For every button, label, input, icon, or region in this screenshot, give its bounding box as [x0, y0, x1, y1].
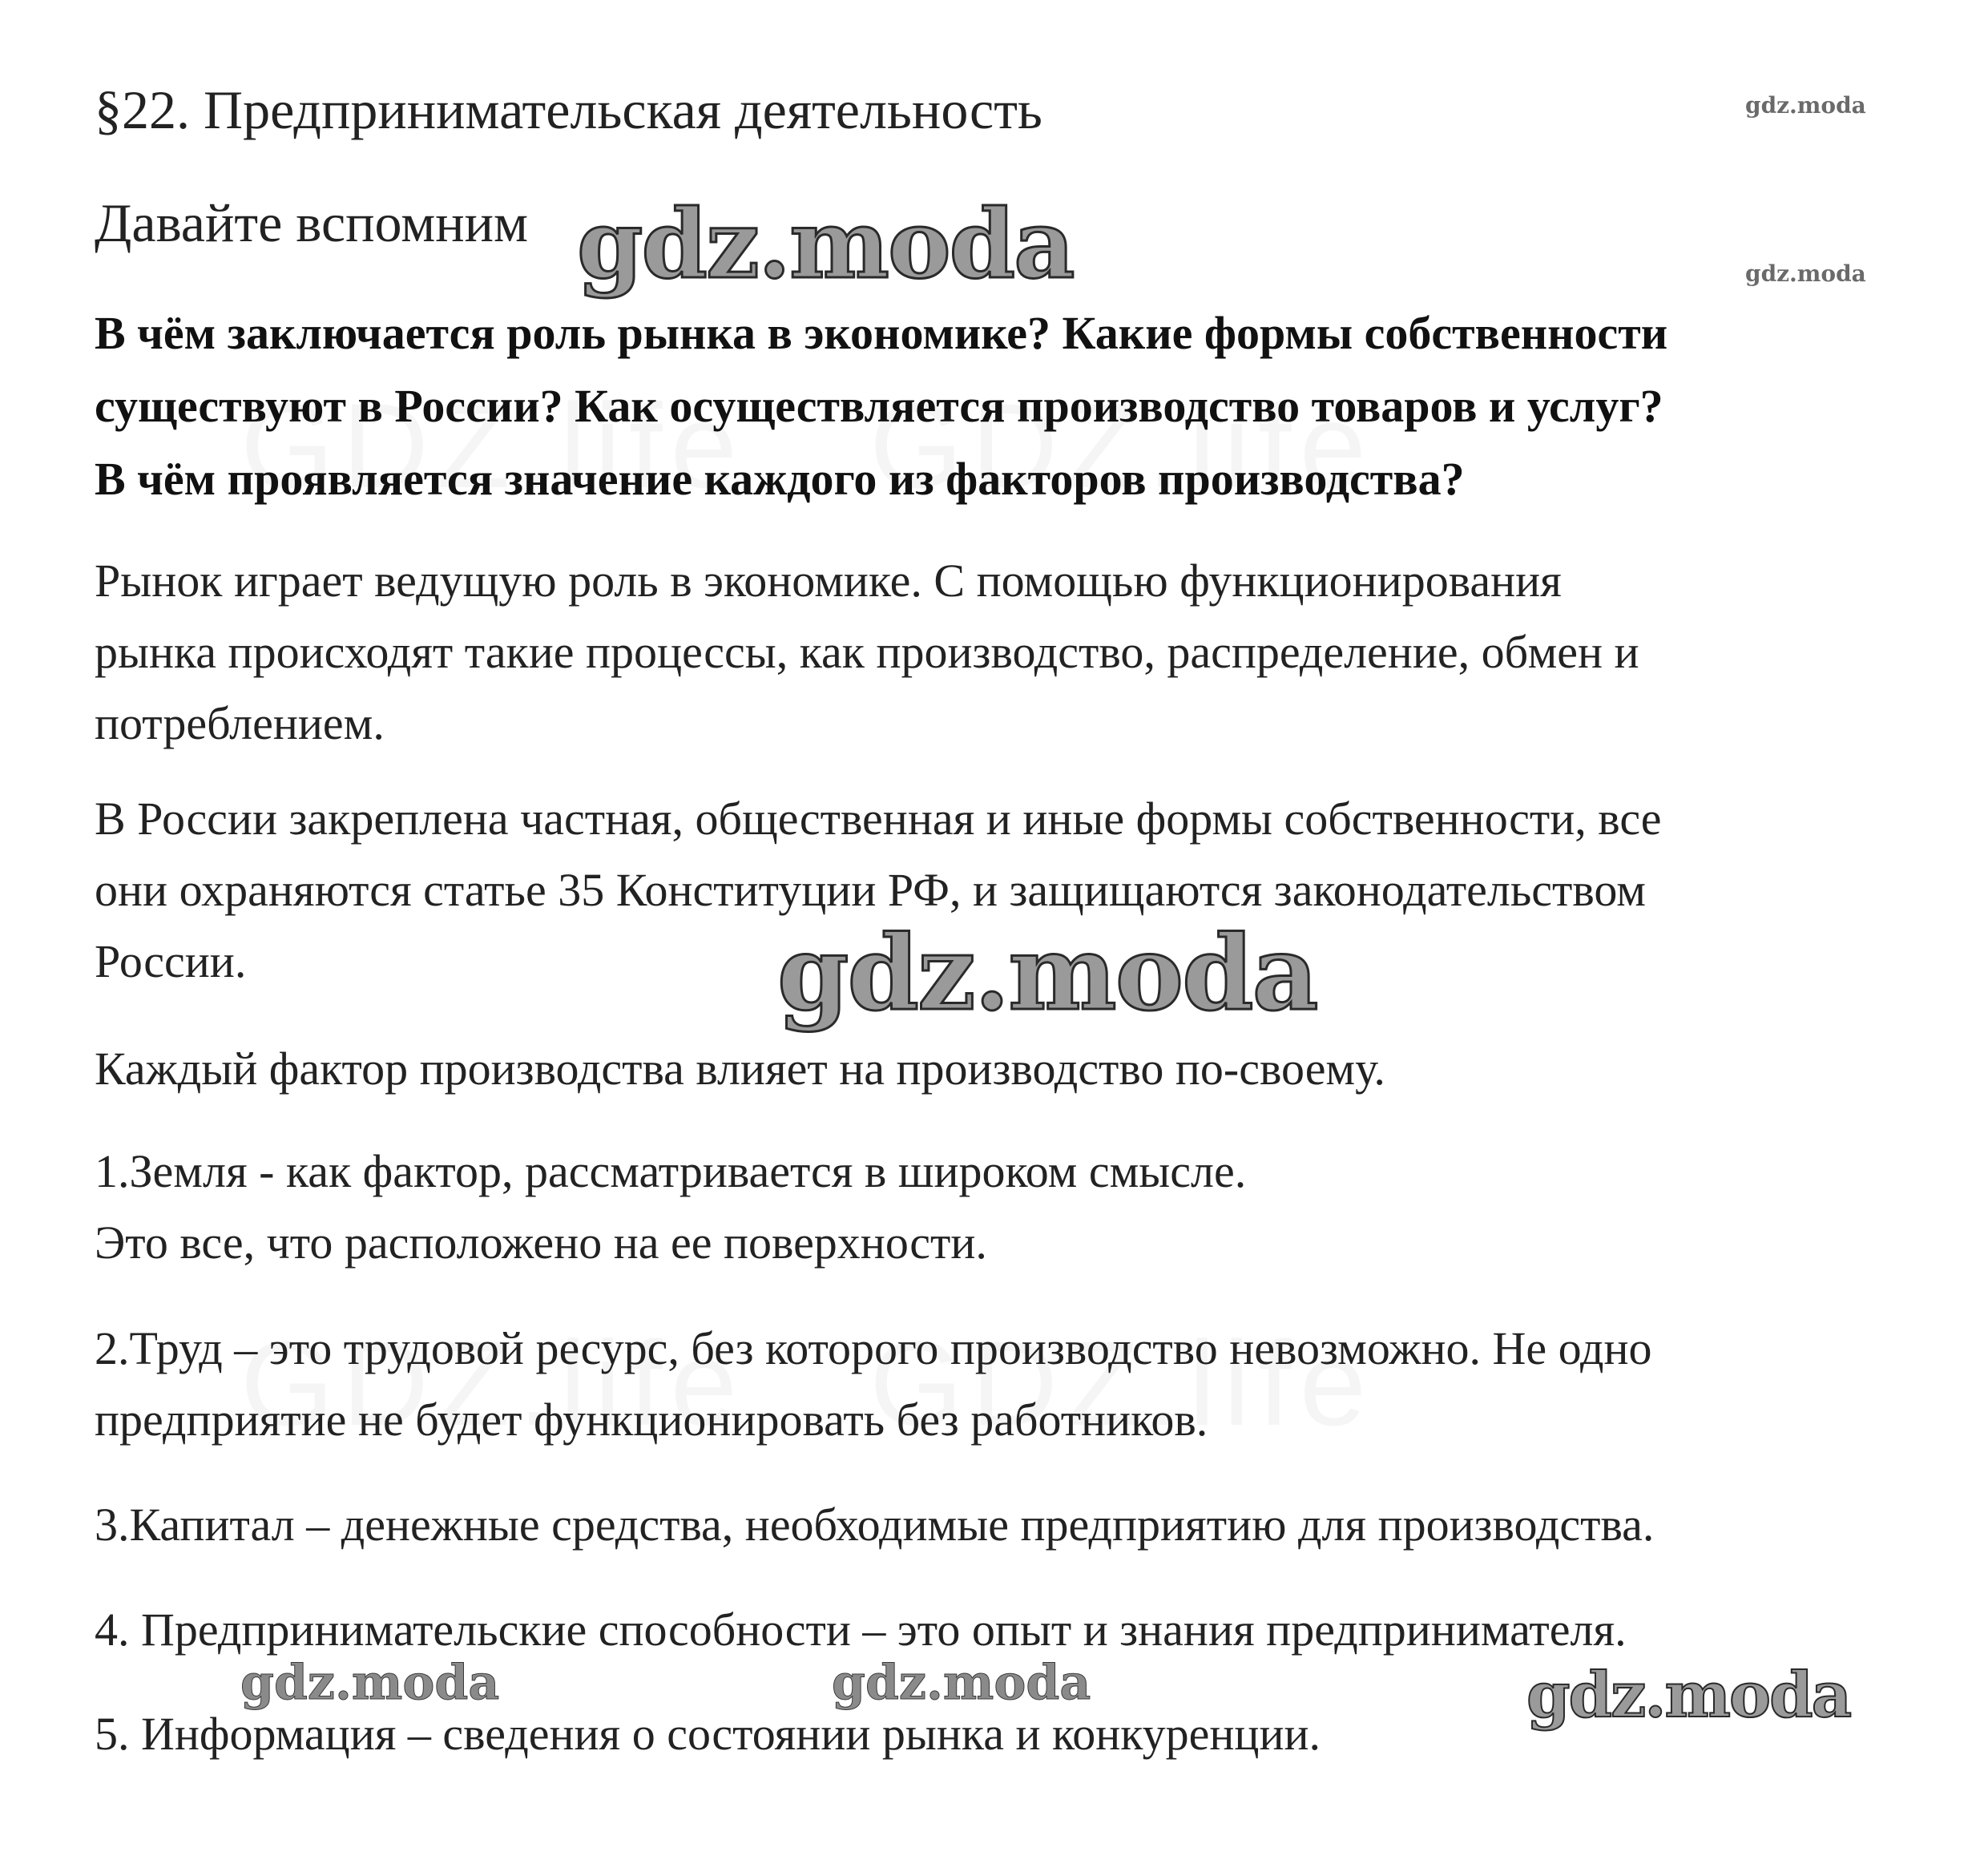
paragraph-line: рынка происходят такие процессы, как производство, распределение, обмен и	[95, 626, 1639, 678]
paragraph-market	[95, 545, 1639, 759]
paragraph-line: 2.Труд – это трудовой ресурс, без которого производство невозможно. Не одно	[95, 1322, 1652, 1374]
paragraph-factor-information: 5. Информация – сведения о состоянии рынка и конкуренции.	[95, 1708, 1321, 1760]
paragraph-line: потреблением.	[95, 697, 385, 749]
corner-watermark: gdz.moda	[1745, 260, 1866, 287]
paragraph-factor-entrepreneurship: 4. Предпринимательские способности – это опыт и знания предпринимателя.	[95, 1604, 1627, 1656]
question-line: В чём заключается роль рынка в экономике? Какие формы собственности	[95, 307, 1668, 359]
paragraph-factor-land	[95, 1136, 1246, 1278]
paragraph-line: предприятие не будет функционировать без работников.	[95, 1394, 1208, 1446]
large-watermark: gdz.moda	[1526, 1659, 1851, 1732]
paragraph-line: Это все, что расположено на ее поверхности.	[95, 1216, 987, 1269]
question-line: В чём проявляется значение каждого из факторов производства?	[95, 453, 1465, 505]
paragraph-line: Рынок играет ведущую роль в экономике. С помощью функционирования	[95, 555, 1562, 607]
paragraph-line: В России закреплена частная, общественная и иные формы собственности, все	[95, 793, 1662, 845]
review-questions	[95, 297, 1667, 515]
small-watermark: gdz.moda	[240, 1655, 500, 1711]
paragraph-factor-labor	[95, 1313, 1652, 1455]
paragraph-line: они охраняются статье 35 Конституции РФ, и защищаются законодательством	[95, 864, 1646, 916]
large-watermark: gdz.moda	[577, 188, 1074, 300]
paragraph-line: 1.Земля - как фактор, рассматривается в широком смысле.	[95, 1145, 1247, 1197]
small-watermark: gdz.moda	[832, 1655, 1091, 1711]
question-line: существуют в России? Как осуществляется производство товаров и услуг?	[95, 380, 1663, 432]
paragraph-factor-capital: 3.Капитал – денежные средства, необходимые предприятию для производства.	[95, 1499, 1655, 1551]
section-subtitle: Давайте вспомним	[95, 192, 529, 253]
page-title: §22. Предпринимательская деятельность	[95, 79, 1042, 140]
paragraph-property	[95, 783, 1662, 997]
paragraph-factors-intro: Каждый фактор производства влияет на производство по-своему.	[95, 1043, 1385, 1095]
large-watermark: gdz.moda	[777, 914, 1317, 1034]
corner-watermark: gdz.moda	[1745, 92, 1866, 119]
paragraph-line: России.	[95, 935, 247, 987]
